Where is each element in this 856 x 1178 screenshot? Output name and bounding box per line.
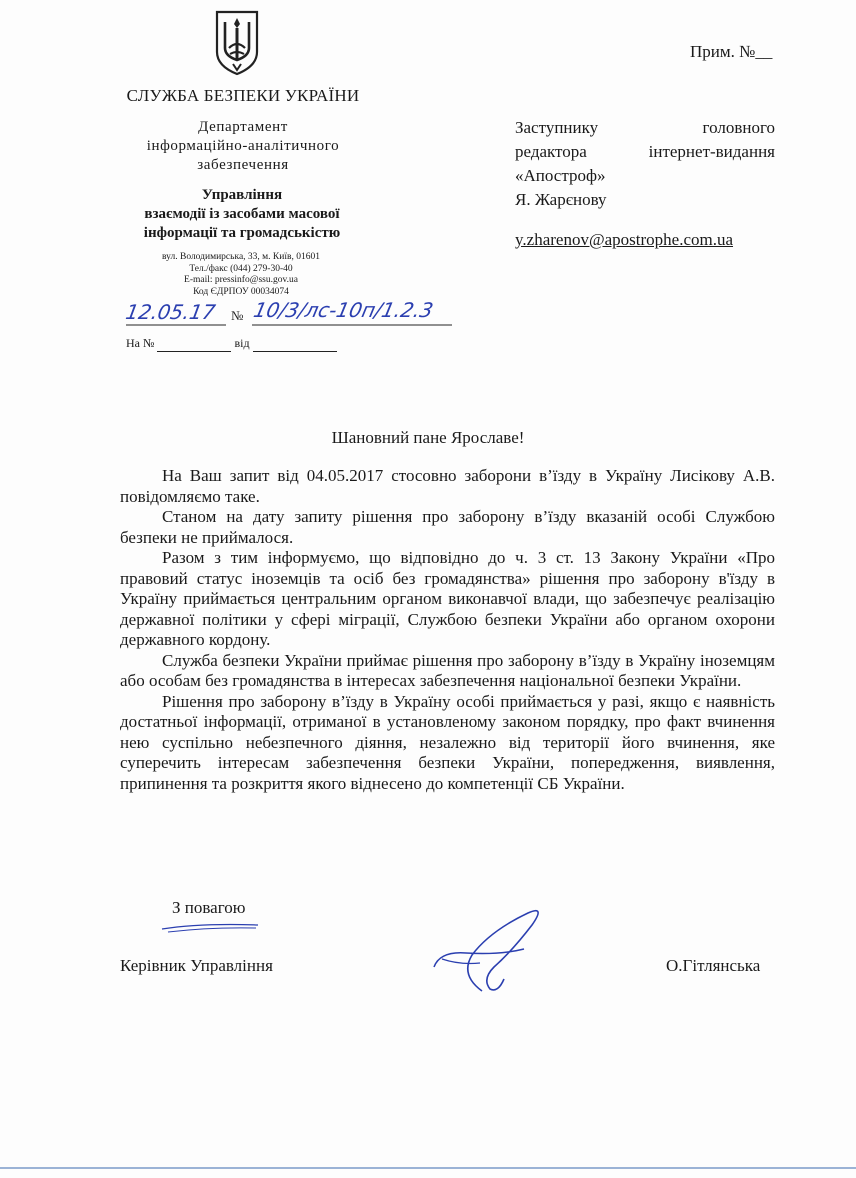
regards-flourish [160, 919, 260, 935]
registration-date: 12.05.17 [123, 300, 218, 324]
registration-no-label: № [231, 308, 244, 323]
body-paragraph: Разом з тим інформуємо, що відповідно до ч. 3 ст. 13 Закону України «Про правовий статус іноземців та осіб без громадянства» рішення про заборону в'їзду в Україну приймається центральним органом виконавчої влади, що забезпечує реалізацію державної політики у сфері міграції, Службою безпеки України або органом охорони державного кордону. [120, 548, 775, 649]
letter-body [120, 466, 775, 794]
addressee-word: Заступнику [515, 118, 599, 137]
department-line: забезпечення [197, 157, 289, 173]
body-paragraph: Станом на дату запиту рішення про заборону в’їзду вказаній особі Службою безпеки не приймалося. [120, 507, 775, 547]
trident-emblem-icon [213, 8, 261, 76]
body-paragraph: Рішення про заборону в’їзду в Україну особі приймається у разі, якщо є наявність достатньої інформації, отриманої в установленому законом порядку, про факт вчинення нею суспільно небезпечного діяння, незалежно від території його вчинення, яке суперечить інтересам забезпечення безпеки України, попередження, виявлення, припинення та розкриття якого віднесено до компетенції СБ України. [120, 691, 775, 793]
handwritten-signature [420, 905, 560, 995]
addressee-word: головного [702, 118, 775, 137]
management-line: інформації та громадськістю [143, 225, 341, 241]
reference-date-blank [253, 336, 337, 352]
body-paragraph: На Ваш запит від 04.05.2017 стосовно заборони в’їзду в Україну Лисікову А.В. повідомляємо таке. [120, 466, 775, 506]
department-name [118, 118, 368, 175]
department-line: інформаційно-аналітичного [146, 138, 340, 154]
management-line: взаємодії із засобами масової [144, 206, 340, 222]
registration-number: 10/3/лс-10п/1.2.3 [251, 298, 436, 322]
addressee-name: Я. Жарєнову [515, 190, 607, 209]
email-line: E-mail: pressinfo@ssu.gov.ua [184, 275, 298, 285]
reference-no-label: На № [126, 336, 155, 350]
reference-date-label: від [234, 336, 250, 350]
addressee-publication: «Апостроф» [515, 166, 606, 185]
body-paragraph: Служба безпеки України приймає рішення про заборону в’їзду в Україну іноземцям або особам без громадянства в інтересах забезпечення національної безпеки України. [120, 650, 775, 690]
address-line: вул. Володимирська, 33, м. Київ, 01601 [162, 252, 320, 262]
prim-number: Прим. №__ [690, 42, 773, 61]
signer-name: О.Гітлянська [666, 956, 761, 975]
phone-line: Тел./факс (044) 279-30-40 [189, 263, 293, 274]
signer-position: Керівник Управління [120, 956, 273, 975]
reference-line [126, 336, 337, 352]
department-line: Департамент [198, 119, 288, 135]
addressee-email-link[interactable]: y.zharenov@apostrophe.com.ua [515, 230, 734, 249]
addressee-line [515, 140, 775, 164]
reference-no-blank [157, 336, 231, 352]
date-underline [126, 322, 226, 328]
management-name [112, 186, 372, 243]
scan-edge-line [0, 1167, 856, 1169]
edrpou-line: Код ЄДРПОУ 00034074 [193, 286, 289, 297]
addressee-word: редактора [515, 142, 587, 161]
registration-line [123, 298, 486, 328]
salutation: Шановний пане Ярославе! [331, 428, 525, 447]
management-line: Управління [201, 187, 283, 203]
contact-block [130, 252, 352, 298]
closing-regards: З повагою [172, 898, 246, 917]
addressee-line [515, 116, 775, 140]
agency-name: СЛУЖБА БЕЗПЕКИ УКРАЇНИ [126, 86, 360, 105]
addressee-word: інтернет-видання [648, 142, 775, 161]
addressee-block [515, 116, 775, 212]
number-underline [252, 322, 452, 328]
